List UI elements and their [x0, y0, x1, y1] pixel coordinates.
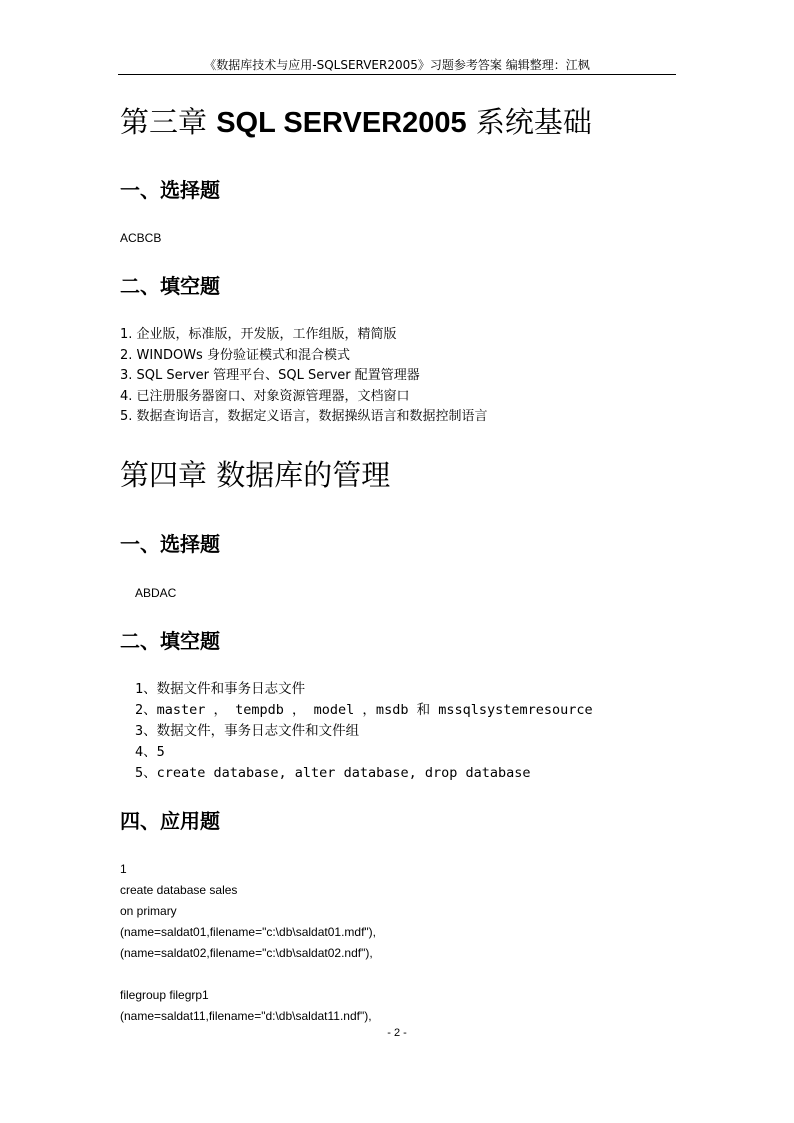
list-item: 5. 数据查询语言，数据定义语言，数据操纵语言和数据控制语言 [120, 409, 488, 424]
code-line: create database sales [120, 883, 238, 897]
list-item: 1、数据文件和事务日志文件 [135, 681, 306, 697]
list-item: 4、5 [135, 744, 165, 760]
page-header: 《数据库技术与应用-SQLSERVER2005》习题参考答案 编辑整理：江枫 [118, 56, 676, 75]
ch4-section-choice-title: 一、选择题 [120, 532, 220, 556]
chapter-3-title-latin: SQL SERVER2005 [216, 107, 467, 139]
ch4-fill-answers [135, 679, 593, 784]
list-item: 2. WINDOWs 身份验证模式和混合模式 [120, 347, 350, 363]
list-item: 3、数据文件，事务日志文件和文件组 [135, 723, 360, 739]
code-line: 1 [120, 862, 127, 876]
list-item: 2、master ， tempdb ， model ，msdb 和 mssqlsystemresource [135, 702, 593, 718]
code-line: (name=saldat11,filename="d:\db\saldat11.ndf"), [120, 1009, 372, 1023]
page-number: - 2 - [387, 1027, 407, 1039]
ch3-choice-answer: ACBCB [120, 231, 162, 245]
code-line: (name=saldat02,filename="c:\db\saldat02.ndf"), [120, 946, 373, 960]
ch3-section-choice-title: 一、选择题 [120, 178, 220, 202]
chapter-3-title [120, 104, 592, 141]
list-item: 1. 企业版，标准版，开发版，工作组版，精简版 [120, 327, 397, 342]
list-item: 3. SQL Server 管理平台、SQL Server 配置管理器 [120, 368, 420, 383]
code-line: on primary [120, 904, 177, 918]
code-line: (name=saldat01,filename="c:\db\saldat01.mdf"), [120, 925, 376, 939]
ch4-section-application-title: 四、应用题 [120, 809, 220, 833]
list-item: 4. 已注册服务器窗口、对象资源管理器，文档窗口 [120, 388, 410, 404]
ch3-section-fill-title: 二、填空题 [120, 274, 220, 298]
list-item: 5、create database, alter database, drop database [135, 765, 531, 781]
ch3-fill-answers [120, 325, 488, 428]
code-line [120, 964, 376, 985]
code-line: filegroup filegrp1 [120, 988, 209, 1002]
chapter-4-title: 第四章 数据库的管理 [120, 458, 391, 492]
ch4-section-fill-title: 二、填空题 [120, 629, 220, 653]
ch4-choice-answer: ABDAC [135, 586, 177, 600]
ch4-application-code [120, 859, 376, 1027]
chapter-3-title-prefix: 第三章 [120, 105, 217, 139]
chapter-3-title-suffix: 系统基础 [466, 105, 592, 139]
